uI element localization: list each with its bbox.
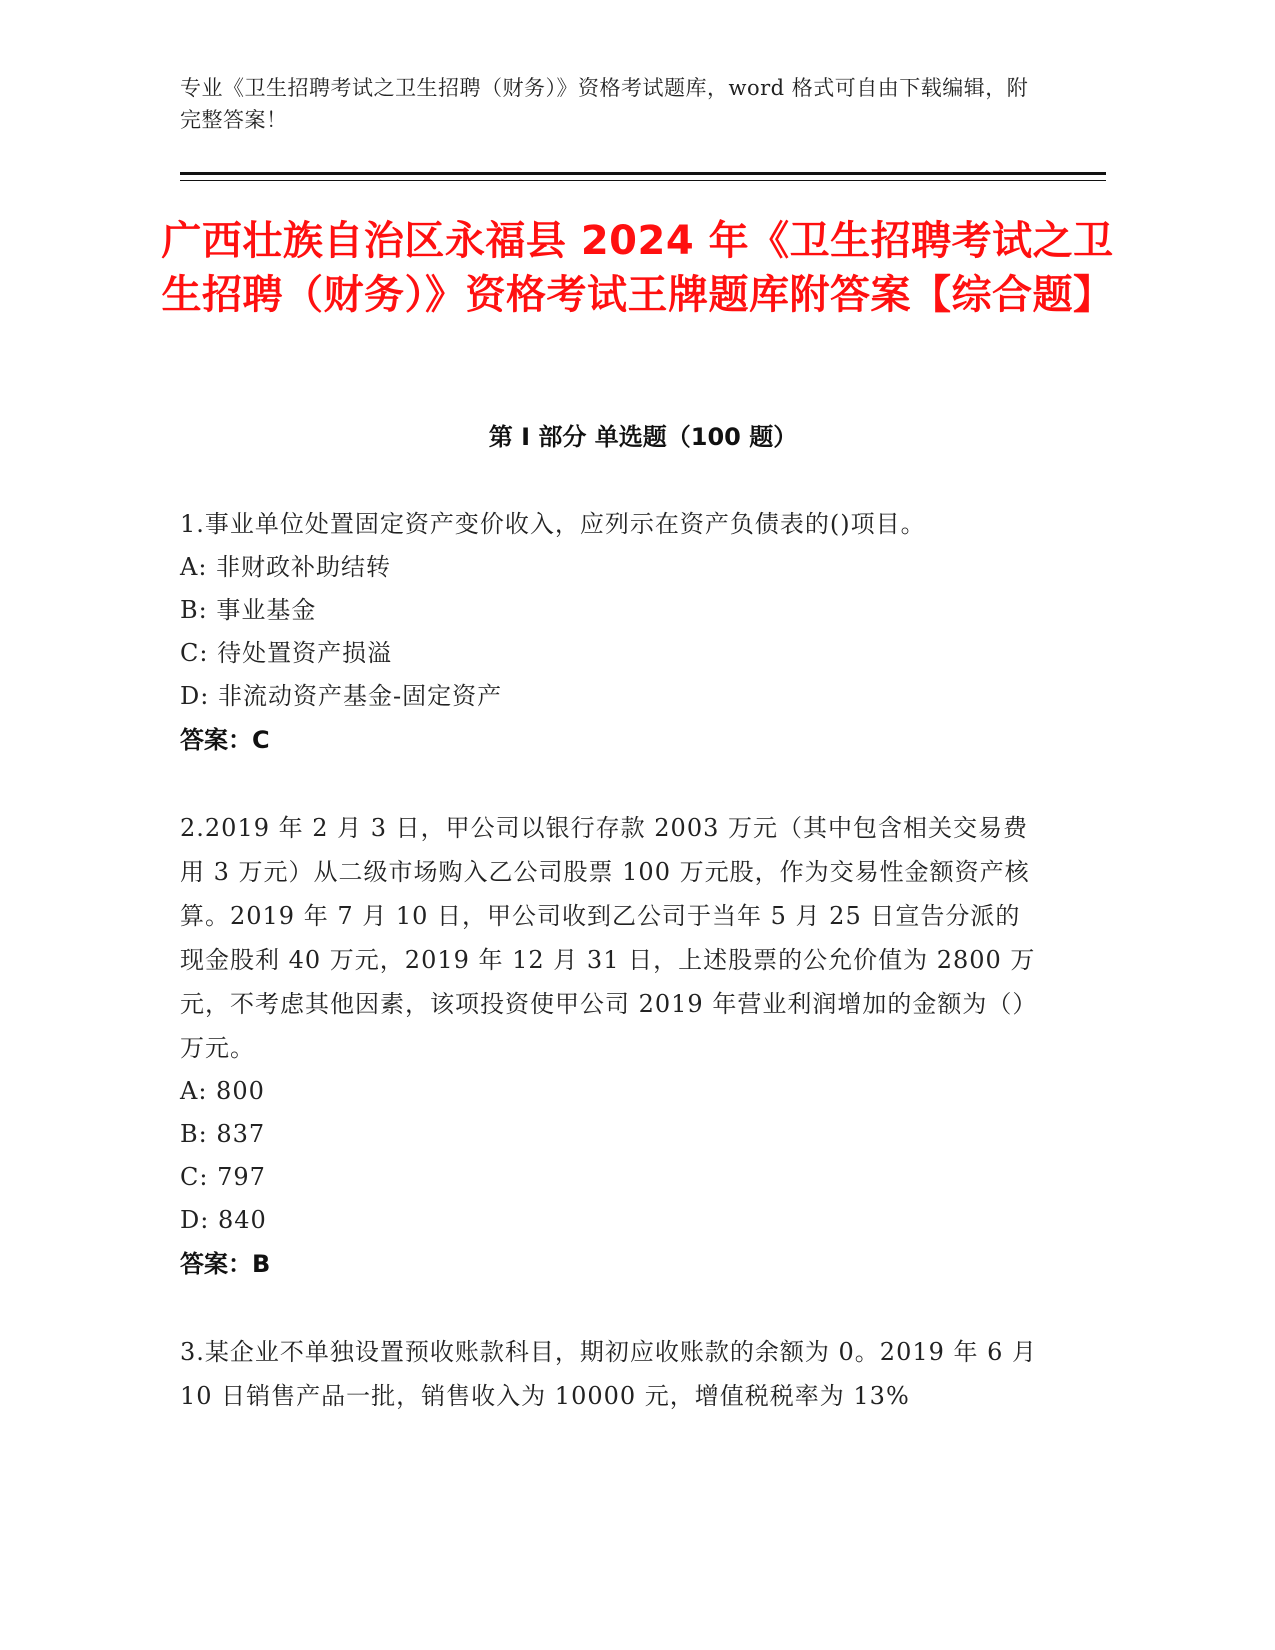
header-divider-thick bbox=[180, 172, 1106, 175]
option-a: A: 800 bbox=[180, 1077, 265, 1105]
question-1 bbox=[180, 502, 1040, 762]
header-note: 专业《卫生招聘考试之卫生招聘（财务）》资格考试题库，word 格式可自由下载编辑，附完整答案！ bbox=[180, 76, 1029, 132]
header-divider-thin bbox=[180, 180, 1106, 181]
answer: 答案：B bbox=[180, 1250, 271, 1278]
option-a: A: 非财政补助结转 bbox=[180, 553, 392, 581]
option-d: D: 非流动资产基金-固定资产 bbox=[180, 682, 503, 710]
document-title: 广西壮族自治区永福县 2024 年《卫生招聘考试之卫生招聘（财务）》资格考试王牌题库附答案【综合题】 bbox=[161, 218, 1114, 318]
question-3 bbox=[180, 1330, 1040, 1418]
answer: 答案：C bbox=[180, 726, 270, 754]
question-stem: 2.2019 年 2 月 3 日，甲公司以银行存款 2003 万元（其中包含相关交易费用 3 万元）从二级市场购入乙公司股票 100 万元股，作为交易性金额资产核算。2019 年 7 月 10 日，甲公司收到乙公司于当年 5 月 25 日宣告分派的现金股利 40 万元，2019 年 12 月 31 日，上述股票的公允价值为 2800 万元，不考虑其他因素，该项投资使甲公司 2019 年营业利润增加的金额为（）万元。 bbox=[180, 814, 1038, 1062]
section-title: 第 I 部分 单选题（100 题） bbox=[488, 423, 798, 451]
option-c: C: 797 bbox=[180, 1163, 266, 1191]
option-b: B: 837 bbox=[180, 1120, 266, 1148]
question-2 bbox=[180, 806, 1040, 1286]
option-c: C: 待处置资产损溢 bbox=[180, 639, 393, 667]
option-b: B: 事业基金 bbox=[180, 596, 317, 624]
question-stem: 1.事业单位处置固定资产变价收入，应列示在资产负债表的()项目。 bbox=[180, 510, 926, 538]
option-d: D: 840 bbox=[180, 1206, 267, 1234]
question-stem: 3.某企业不单独设置预收账款科目，期初应收账款的余额为 0。2019 年 6 月 10 日销售产品一批，销售收入为 10000 元，增值税税率为 13% bbox=[180, 1338, 1038, 1410]
